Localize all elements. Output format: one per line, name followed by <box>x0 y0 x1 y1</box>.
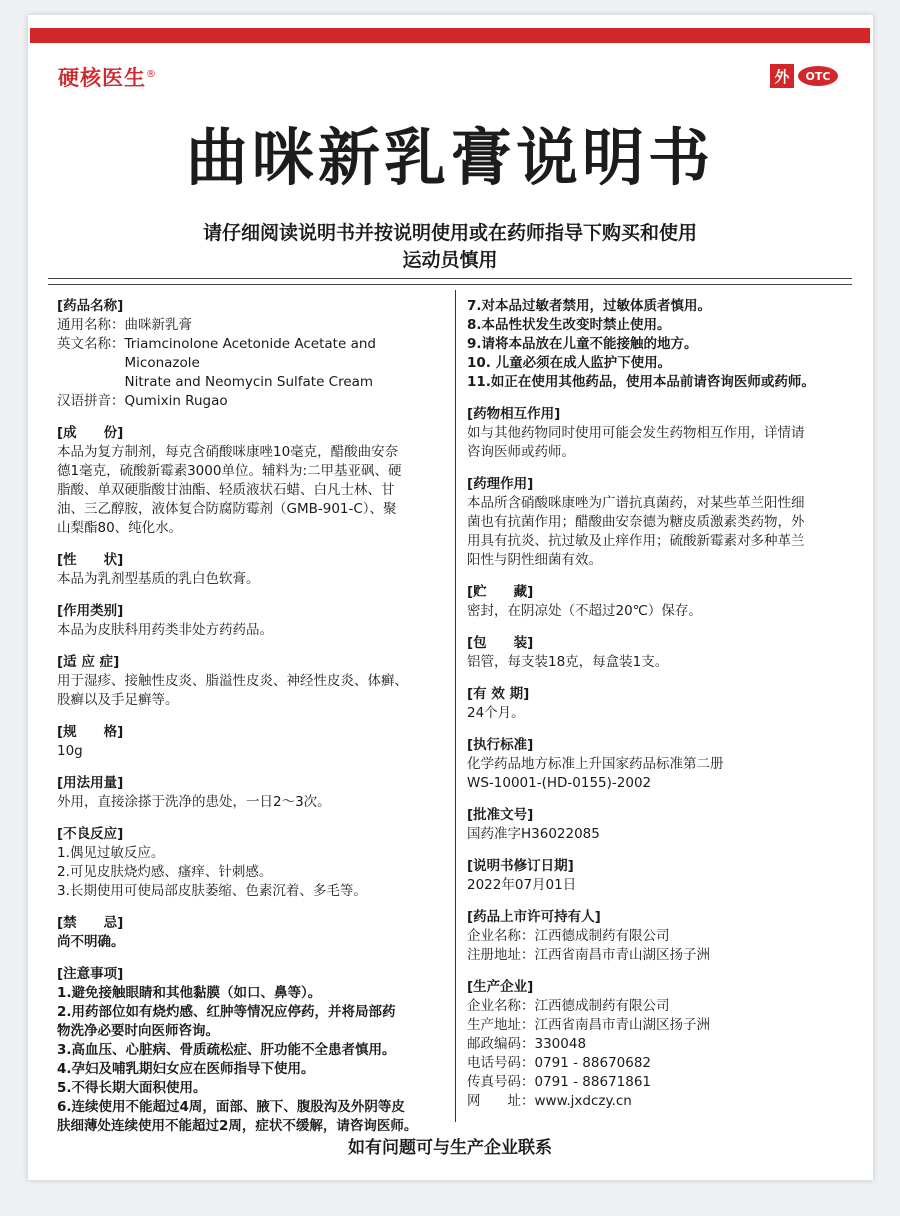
field-label: 电话号码： <box>467 1055 535 1071</box>
section-indications <box>57 653 442 710</box>
section-validity <box>467 685 845 723</box>
section-heading: [药物相互作用] <box>467 406 561 422</box>
section-revision-date <box>467 857 845 895</box>
registered-mark: ® <box>146 69 157 80</box>
text-line: 阳性与阴性细菌有效。 <box>467 552 602 568</box>
section-character <box>57 551 442 589</box>
text-line: 10. 儿童必须在成人监护下使用。 <box>467 355 672 371</box>
text-line: 8.本品性状发生改变时禁止使用。 <box>467 317 671 333</box>
section-category <box>57 602 442 640</box>
text-line: 2.可见皮肤烧灼感、瘙痒、针刺感。 <box>57 864 273 880</box>
brand-name: 硬核医生 <box>58 66 146 90</box>
field-label: 通用名称： <box>57 317 125 333</box>
section-heading: [禁 忌] <box>57 915 124 931</box>
field-value: 江西省南昌市青山湖区扬子洲 <box>534 1017 710 1033</box>
section-heading: [生产企业] <box>467 979 534 995</box>
text-line: 1.避免接触眼睛和其他黏膜（如口、鼻等）。 <box>57 985 322 1001</box>
footer-contact-note: 如有问题可与生产企业联系 <box>348 1138 552 1158</box>
text-line: 脂酸、单双硬脂酸甘油酯、轻质液状石蜡、白凡士林、甘 <box>57 482 395 498</box>
text-line: 24个月。 <box>467 705 525 721</box>
section-heading: [药理作用] <box>467 476 534 492</box>
section-heading: [性 状] <box>57 552 124 568</box>
text-line: 本品为乳剂型基质的乳白色软膏。 <box>57 571 260 587</box>
text-line: 11.如正在使用其他药品，使用本品前请咨询医师或药师。 <box>467 374 815 390</box>
field-label: 企业名称： <box>467 998 535 1014</box>
section-heading: [药品上市许可持有人] <box>467 909 601 925</box>
brand-logo <box>58 62 157 92</box>
section-manufacturer <box>467 978 845 1111</box>
section-interactions <box>467 405 845 462</box>
left-column <box>57 297 442 1149</box>
text-line: 铝管，每支装18克，每盒装1支。 <box>467 654 669 670</box>
section-storage <box>467 583 845 621</box>
otc-badge <box>770 64 838 88</box>
text-line: 油、三乙醇胺，液体复合防腐防霉剂（GMB-901-C）、聚 <box>57 501 397 517</box>
section-pharmacology <box>467 475 845 570</box>
field-label: 汉语拼音： <box>57 393 125 409</box>
column-divider <box>455 290 456 1122</box>
text-line: 股癣以及手足癣等。 <box>57 692 179 708</box>
text-line: 尚不明确。 <box>57 934 125 950</box>
otc-oval-mark: OTC <box>798 66 838 86</box>
section-heading: [说明书修订日期] <box>467 858 574 874</box>
text-line: 山梨酯80、纯化水。 <box>57 520 183 536</box>
text-line: 9.请将本品放在儿童不能接触的地方。 <box>467 336 698 352</box>
section-heading: [规 格] <box>57 724 124 740</box>
text-line: 物洗净必要时向医师咨询。 <box>57 1023 219 1039</box>
text-line: 肤细薄处连续使用不能超过2周，症状不缓解，请咨询医师。 <box>57 1118 418 1134</box>
website-value: www.jxdczy.cn <box>534 1093 632 1109</box>
text-line: 5.不得长期大面积使用。 <box>57 1080 207 1096</box>
top-red-bar <box>30 28 870 43</box>
text-line: 如与其他药物同时使用可能会发生药物相互作用，详情请 <box>467 425 805 441</box>
text-line: 用于湿疹、接触性皮炎、脂溢性皮炎、神经性皮炎、体癣、 <box>57 673 408 689</box>
field-value: 0791 - 88670682 <box>534 1055 652 1071</box>
section-contraindications <box>57 914 442 952</box>
field-label: 邮政编码： <box>467 1036 535 1052</box>
text-line: 7.对本品过敏者禁用，过敏体质者慎用。 <box>467 298 712 314</box>
text-line: 用具有抗炎、抗过敏及止痒作用；硫酸新霉素对多种革兰 <box>467 533 805 549</box>
field-value: 江西德成制药有限公司 <box>534 998 670 1014</box>
section-precautions-continued <box>467 297 845 392</box>
section-heading: [用法用量] <box>57 775 124 791</box>
section-drug-name <box>57 297 442 411</box>
section-approval-number <box>467 806 845 844</box>
text-line: 2.用药部位如有烧灼感、红肿等情况应停药，并将局部药 <box>57 1004 396 1020</box>
text-line: 本品为皮肤科用药类非处方药药品。 <box>57 622 273 638</box>
section-heading: [不良反应] <box>57 826 124 842</box>
pinyin-name: Qumixin Rugao <box>124 393 228 409</box>
section-precautions <box>57 965 442 1136</box>
otc-external-mark: 外 <box>770 64 794 88</box>
text-line: 密封，在阴凉处（不超过20℃）保存。 <box>467 603 702 619</box>
text-line: 6.连续使用不能超过4周，面部、腋下、腹股沟及外阴等皮 <box>57 1099 405 1115</box>
section-ingredients <box>57 424 442 538</box>
text-line: 本品所含硝酸咪康唑为广谱抗真菌药，对某些革兰阳性细 <box>467 495 805 511</box>
section-heading: [成 份] <box>57 425 124 441</box>
text-line: 菌也有抗菌作用；醋酸曲安奈德为糖皮质激素类药物，外 <box>467 514 805 530</box>
text-line: 2022年07月01日 <box>467 877 577 893</box>
field-label: 传真号码： <box>467 1074 535 1090</box>
section-heading: [有 效 期] <box>467 686 530 702</box>
section-dosage <box>57 774 442 812</box>
section-heading: [包 装] <box>467 635 534 651</box>
field-label: 注册地址： <box>467 947 535 963</box>
field-label: 企业名称： <box>467 928 535 944</box>
section-heading: [注意事项] <box>57 966 124 982</box>
section-adverse-reactions <box>57 825 442 901</box>
text-line: 德1毫克，硫酸新霉素3000单位。辅料为:二甲基亚砜、硬 <box>57 463 402 479</box>
section-heading: [药品名称] <box>57 298 124 314</box>
field-label: 生产地址： <box>467 1017 535 1033</box>
section-heading: [执行标准] <box>467 737 534 753</box>
text-line: 化学药品地方标准上升国家药品标准第二册 <box>467 756 724 772</box>
english-name-line: Triamcinolone Acetonide Acetate and Miconazole <box>124 336 376 371</box>
section-heading: [适 应 症] <box>57 654 120 670</box>
field-value: 330048 <box>534 1036 587 1052</box>
athlete-warning: 运动员慎用 <box>402 249 498 271</box>
text-line: 本品为复方制剂，每克含硝酸咪康唑10毫克，醋酸曲安奈 <box>57 444 399 460</box>
field-value: 江西德成制药有限公司 <box>534 928 670 944</box>
section-standard <box>467 736 845 793</box>
usage-warning: 请仔细阅读说明书并按说明使用或在药师指导下购买和使用 <box>202 222 697 244</box>
text-line: 3.高血压、心脏病、骨质疏松症、肝功能不全患者慎用。 <box>57 1042 396 1058</box>
section-spec <box>57 723 442 761</box>
field-value: 0791 - 88671861 <box>534 1074 652 1090</box>
section-license-holder <box>467 908 845 965</box>
section-package <box>467 634 845 672</box>
page-title: 曲咪新乳膏说明书 <box>185 121 714 194</box>
text-line: 3.长期使用可使局部皮肤萎缩、色素沉着、多毛等。 <box>57 883 367 899</box>
text-line: 1.偶见过敏反应。 <box>57 845 165 861</box>
header-rule <box>48 278 852 285</box>
text-line: 10g <box>57 743 83 759</box>
text-line: 4.孕妇及哺乳期妇女应在医师指导下使用。 <box>57 1061 315 1077</box>
right-column <box>467 297 845 1124</box>
section-heading: [批准文号] <box>467 807 534 823</box>
text-line: 国药准字H36022085 <box>467 826 600 842</box>
section-heading: [作用类别] <box>57 603 124 619</box>
text-line: 外用，直接涂搽于洗净的患处，一日2～3次。 <box>57 794 331 810</box>
generic-name: 曲咪新乳膏 <box>124 317 192 333</box>
field-value: 江西省南昌市青山湖区扬子洲 <box>534 947 710 963</box>
english-name-line: Nitrate and Neomycin Sulfate Cream <box>124 374 374 390</box>
field-label: 网 址： <box>467 1093 535 1109</box>
field-label: 英文名称： <box>57 336 125 352</box>
text-line: WS-10001-(HD-0155)-2002 <box>467 775 652 791</box>
section-heading: [贮 藏] <box>467 584 534 600</box>
text-line: 咨询医师或药师。 <box>467 444 575 460</box>
